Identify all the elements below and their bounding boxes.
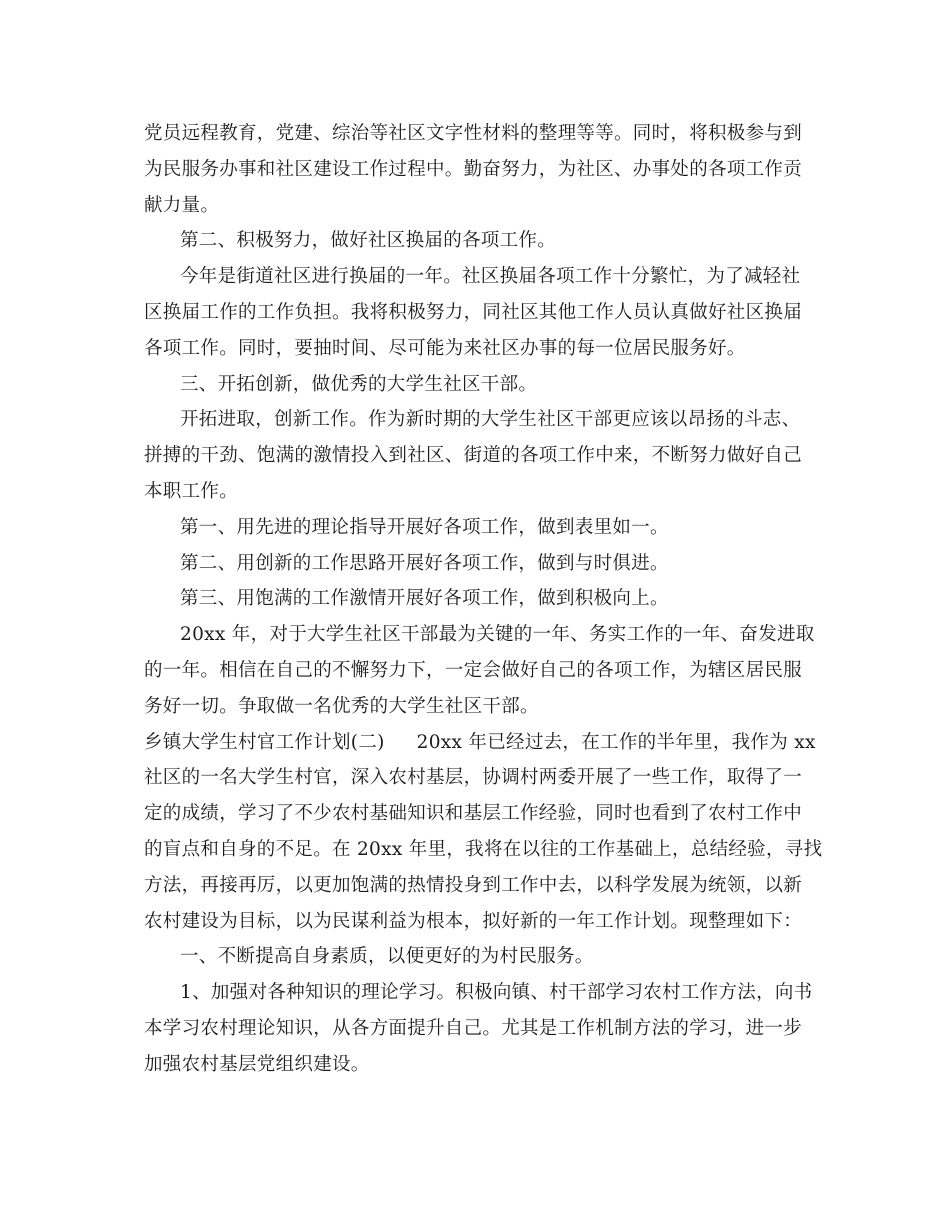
section-heading: 三、开拓创新，做优秀的大学生社区干部。	[180, 373, 538, 395]
text-line: 今年是街道社区进行换届的一年。社区换届各项工作十分繁忙，为了减轻社	[180, 266, 801, 288]
section-heading: 第二、积极努力，做好社区换届的各项工作。	[180, 230, 557, 252]
text-line: 方法，再接再厉，以更加饱满的热情投身到工作中去，以科学发展为统领，以新	[144, 874, 803, 896]
text-line: 农村建设为目标，以为民谋利益为根本，拟好新的一年工作计划。现整理如下：	[144, 910, 803, 932]
text-line: 为民服务办事和社区建设工作过程中。勤奋努力，为社区、办事处的各项工作贡	[144, 158, 803, 180]
text-line: 拼搏的干劲、饱满的激情投入到社区、街道的各项工作中来，不断努力做好自己	[144, 445, 803, 467]
text-line: 20xx 年已经过去，在工作的半年里，我作为 xx	[416, 731, 816, 753]
section-heading: 一、不断提高自身素质，以便更好的为村民服务。	[180, 946, 594, 968]
list-item: 第二、用创新的工作思路开展好各项工作，做到与时俱进。	[180, 552, 669, 574]
list-item: 第一、用先进的理论指导开展好各项工作，做到表里如一。	[180, 516, 669, 538]
text-line: 开拓进取，创新工作。作为新时期的大学生社区干部更应该以昂扬的斗志、	[180, 409, 801, 431]
text-line: 各项工作。同时，要抽时间、尽可能为来社区办事的每一位居民服务好。	[144, 337, 746, 359]
text-line: 定的成绩，学习了不少农村基础知识和基层工作经验，同时也看到了农村工作中	[144, 803, 803, 825]
text-line-with-title	[144, 725, 814, 761]
text-line: 的一年。相信在自己的不懈努力下，一定会做好自己的各项工作，为辖区居民服	[144, 659, 803, 681]
text-line: 务好一切。争取做一名优秀的大学生社区干部。	[144, 695, 539, 717]
document-body	[144, 116, 823, 1083]
text-line: 党员远程教育，党建、综治等社区文字性材料的整理等等。同时，将积极参与到	[144, 123, 803, 144]
text-line: 本职工作。	[144, 480, 239, 502]
text-line: 区换届工作的工作负担。我将积极努力，同社区其他工作人员认真做好社区换届	[144, 301, 803, 323]
text-line: 献力量。	[144, 194, 220, 216]
text-line: 的盲点和自身的不足。在 20xx 年里，我将在以往的工作基础上，总结经验，寻找	[144, 838, 823, 860]
text-line: 社区的一名大学生村官，深入农村基层，协调村两委开展了一些工作，取得了一	[144, 767, 803, 789]
list-item: 第三、用饱满的工作激情开展好各项工作，做到积极向上。	[180, 588, 669, 610]
text-line: 本学习农村理论知识，从各方面提升自己。尤其是工作机制方法的学习，进一步	[144, 1017, 803, 1039]
text-line: 加强农村基层党组织建设。	[144, 1053, 370, 1075]
list-item: 1、加强对各种知识的理论学习。积极向镇、村干部学习农村工作方法，向书	[180, 982, 813, 1004]
text-line: 20xx 年，对于大学生社区干部最为关键的一年、务实工作的一年、奋发进取	[180, 624, 815, 646]
document-subtitle: 乡镇大学生村官工作计划(二)	[144, 731, 385, 753]
